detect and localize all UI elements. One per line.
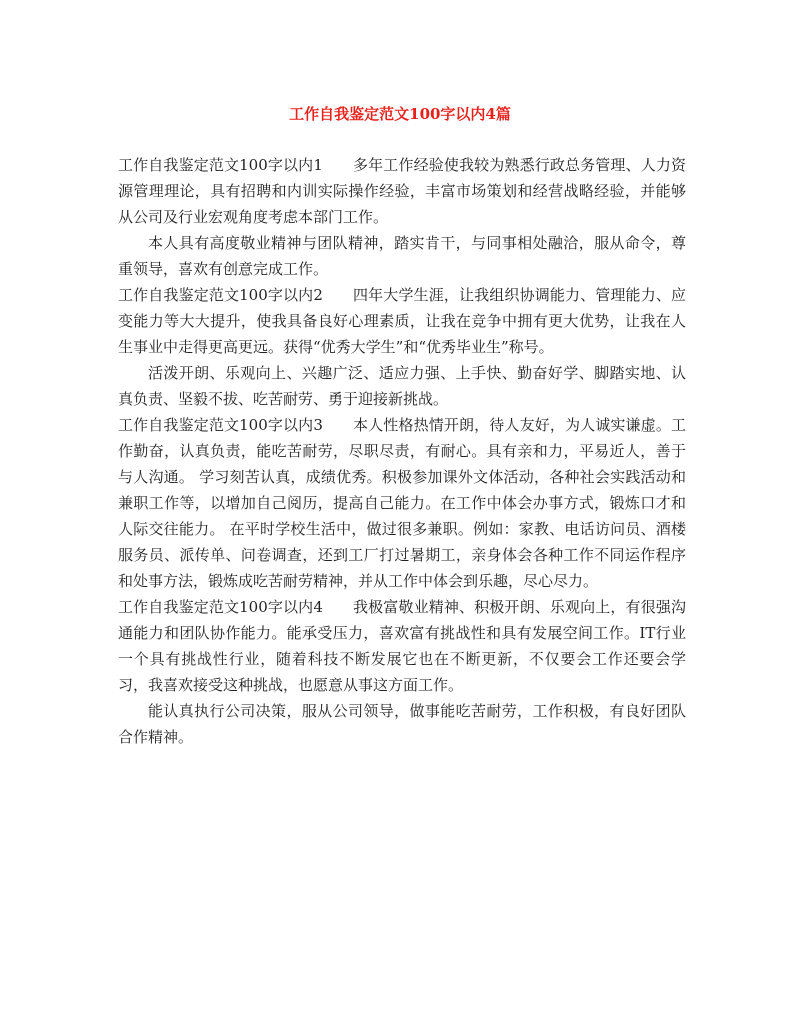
section-3-heading: 工作自我鉴定范文100字以内3: [118, 416, 323, 434]
document-title: 工作自我鉴定范文100字以内4篇: [289, 105, 511, 123]
section-2-heading: 工作自我鉴定范文100字以内2: [118, 286, 323, 304]
section-3-lead: 本人性格热情开朗，待人友好，为人诚实谦虚。工作勤奋，认真负责，能吃苦耐劳，尽职尽责，有耐心。具有亲和力，平易近人，善于与人沟通。 学习刻苦认真，成绩优秀。积极参加课外文体活动，各种社会实践活动和兼职工作等，以增加自己阅历，提高自己能力。在工作中体会办事方式，锻炼口才和人际交往能力。 在平时学校生活中，做过很多兼职。例如：家教、电话访问员、酒楼服务员、派传单、问卷调查，还到工厂打过暑期工，亲身体会各种工作不同运作程序和处事方法，锻炼成吃苦耐劳精神，并从工作中体会到乐趣，尽心尽力。: [118, 416, 686, 590]
section-2-lead: 四年大学生涯，让我组织协调能力、管理能力、应变能力等大大提升，使我具备良好心理素质，让我在竞争中拥有更大优势，让我在人生事业中走得更高更远。获得“优秀大学生”和“优秀毕业生”称号。: [118, 286, 686, 356]
section-4-paragraph-1: 能认真执行公司决策，服从公司领导，做事能吃苦耐劳，工作积极，有良好团队合作精神。: [118, 702, 686, 746]
section-1-paragraph-1: 本人具有高度敬业精神与团队精神，踏实肯干，与同事相处融洽，服从命令，尊重领导，喜欢有创意完成工作。: [118, 234, 686, 278]
section-4-heading: 工作自我鉴定范文100字以内4: [118, 598, 323, 616]
section-1-lead-paragraph: [118, 152, 686, 230]
section-2-paragraph-1: 活泼开朗、乐观向上、兴趣广泛、适应力强、上手快、勤奋好学、脚踏实地、认真负责、坚毅不拔、吃苦耐劳、勇于迎接新挑战。: [118, 364, 686, 408]
document-body: [118, 152, 686, 750]
section-2-lead-paragraph: [118, 282, 686, 360]
section-1-lead: 多年工作经验使我较为熟悉行政总务管理、人力资源管理理论，具有招聘和内训实际操作经验，丰富市场策划和经营战略经验，并能够从公司及行业宏观角度考虑本部门工作。: [118, 156, 686, 226]
section-1-heading: 工作自我鉴定范文100字以内1: [118, 156, 323, 174]
section-4-lead-paragraph: [118, 594, 686, 698]
section-3-lead-paragraph: [118, 412, 686, 594]
section-4-lead: 我极富敬业精神、积极开朗、乐观向上，有很强沟通能力和团队协作能力。能承受压力，喜欢富有挑战性和具有发展空间工作。IT行业一个具有挑战性行业，随着科技不断发展它也在不断更新，不仅要会工作还要会学习，我喜欢接受这种挑战，也愿意从事这方面工作。: [118, 598, 686, 694]
